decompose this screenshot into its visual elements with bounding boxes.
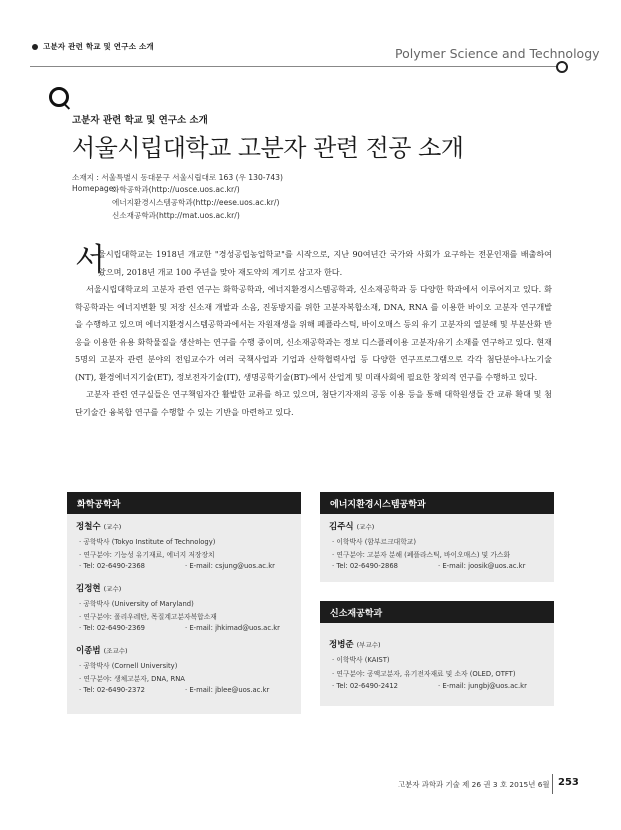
- professor-email[interactable]: · E-mail: joosik@uos.ac.kr: [438, 562, 526, 570]
- homepage-label: Homepage:: [72, 184, 116, 193]
- article-paragraph-2: 서울시립대학교의 고분자 관련 연구는 화학공학과, 에너지환경시스템공학과, 신소재공학과 등 다양한 학과에서 이루어지고 있다. 화학공학과는 에너지변환 및 저장 신소재 개발과 소음, 진동방지를 위한 고분자복합소재, DNA, RNA 를 이용한 바이오 고분자 연구개발을 수행하고 있으며 에너지환경시스템공학과에서는 자원재생을 위해 폐플라스틱, 바이오매스 등의 유기 고분자의 열분해 및 부분산화 반응을 이용한 유용 화학물질을 생산하는 연구를 수행 중이며, 신소재공학과는 정보 디스플레이용 고분자/유기 소재를 연구하고 있다. 현재 5명의 고분자 관련 분야의 전임교수가 여러 국책사업과 기업과 산학협력사업 등 다양한 연구프로그램으로 각각 첨단분야-나노기술(NT), 환경에너지기술(ET), 정보전자기술(IT), 생명공학기술(BT)-에서 산업계 및 미래사회에 필요한 창의적 연구를 수행하고 있다.: [75, 284, 552, 382]
- footer-citation: 고분자 과학과 기술 제 26 권 3 호 2015년 6월: [398, 780, 550, 789]
- professor-degree: · 이학박사 (함부르크대학교): [332, 538, 417, 546]
- department-header: [320, 601, 554, 623]
- homepage-link-chem[interactable]: 화학공학과(http://uosce.uos.ac.kr/): [112, 185, 240, 194]
- professor-name: 이종범 (조교수): [76, 646, 128, 656]
- professor-email[interactable]: · E-mail: csjung@uos.ac.kr: [185, 562, 275, 570]
- professor-field: · 연구분야: 생체고분자, DNA, RNA: [79, 675, 185, 683]
- professor-field: · 연구분야: 기능성 유기재료, 에너지 저장장치: [79, 551, 215, 559]
- professor-tel: · Tel: 02-6490-2369: [79, 624, 145, 632]
- professor-field: · 연구분야: 고분자 분해 (폐플라스틱, 바이오매스) 및 가스화: [332, 551, 511, 559]
- article-body: [75, 242, 552, 421]
- professor-name: 김정현 (교수): [76, 584, 122, 594]
- professor-email[interactable]: · E-mail: jhkimad@uos.ac.kr: [185, 624, 280, 632]
- department-box-mat: [320, 601, 554, 706]
- page-number: 253: [558, 777, 579, 788]
- department-title: 에너지환경시스템공학과: [330, 500, 426, 510]
- professor-degree: · 이학박사 (KAIST): [332, 656, 390, 664]
- drop-cap: 서: [75, 242, 105, 278]
- header-ring-icon: [556, 61, 568, 73]
- department-title: 신소재공학과: [330, 609, 383, 619]
- professor-degree: · 공학박사 (Cornell University): [79, 662, 178, 670]
- title-kicker: 고분자 관련 학교 및 연구소 소개: [72, 115, 208, 126]
- department-header: [320, 492, 554, 514]
- address-line: 소재지 : 서울특별시 동대문구 서울시립대로 163 (우 130-743): [72, 173, 283, 182]
- professor-degree: · 공학박사 (University of Maryland): [79, 600, 194, 608]
- department-box-env: [320, 492, 554, 582]
- professor-name: 정철수 (교수): [76, 522, 122, 532]
- professor-field: · 연구분야: 공액고분자, 유기전자재료 및 소자 (OLED, OTFT): [332, 670, 516, 678]
- professor-degree: · 공학박사 (Tokyo Institute of Technology): [79, 538, 216, 546]
- page-title: 서울시립대학교 고분자 관련 전공 소개: [72, 134, 464, 162]
- department-header: [67, 492, 301, 514]
- department-box-chem: [67, 492, 301, 714]
- professor-tel: · Tel: 02-6490-2368: [79, 562, 145, 570]
- homepage-link-env[interactable]: 에너지환경시스템공학과(http://eese.uos.ac.kr/): [112, 198, 280, 207]
- header-section-label: 고분자 관련 학교 및 연구소 소개: [43, 42, 154, 51]
- article-paragraph-3: 고분자 관련 연구실들은 연구책임자간 활발한 교류를 하고 있으며, 첨단기자재의 공동 이용 등을 통해 대학원생들 간 교류 확대 및 첨단기술간 융복합 연구를 수행할 수 있는 기반을 마련하고 있다.: [75, 389, 552, 417]
- professor-email[interactable]: · E-mail: jblee@uos.ac.kr: [185, 686, 270, 694]
- professor-tel: · Tel: 02-6490-2868: [332, 562, 398, 570]
- header-rule: [30, 66, 558, 67]
- header-bullet-icon: [32, 44, 38, 50]
- professor-name: 정병준 (부교수): [329, 640, 381, 650]
- homepage-link-mat[interactable]: 신소재공학과(http://mat.uos.ac.kr/): [112, 211, 240, 220]
- professor-email[interactable]: · E-mail: jungbj@uos.ac.kr: [438, 682, 527, 690]
- professor-tel: · Tel: 02-6490-2372: [79, 686, 145, 694]
- footer-divider: [552, 774, 553, 794]
- professor-field: · 연구분야: 폴리우레탄, 목질계고분자복합소재: [79, 613, 217, 621]
- article-paragraph-1: 울시립대학교는 1918년 개교한 "경성공립농업학교"를 시작으로, 지난 90여년간 국가와 사회가 요구하는 전문인재를 배출하여 왔으며, 2018년 개교 100 주년을 맞아 재도약의 계기로 삼고자 한다.: [98, 249, 552, 277]
- department-title: 화학공학과: [77, 500, 121, 510]
- header-journal-name: Polymer Science and Technology: [395, 46, 600, 61]
- professor-tel: · Tel: 02-6490-2412: [332, 682, 398, 690]
- professor-name: 김주식 (교수): [329, 522, 375, 532]
